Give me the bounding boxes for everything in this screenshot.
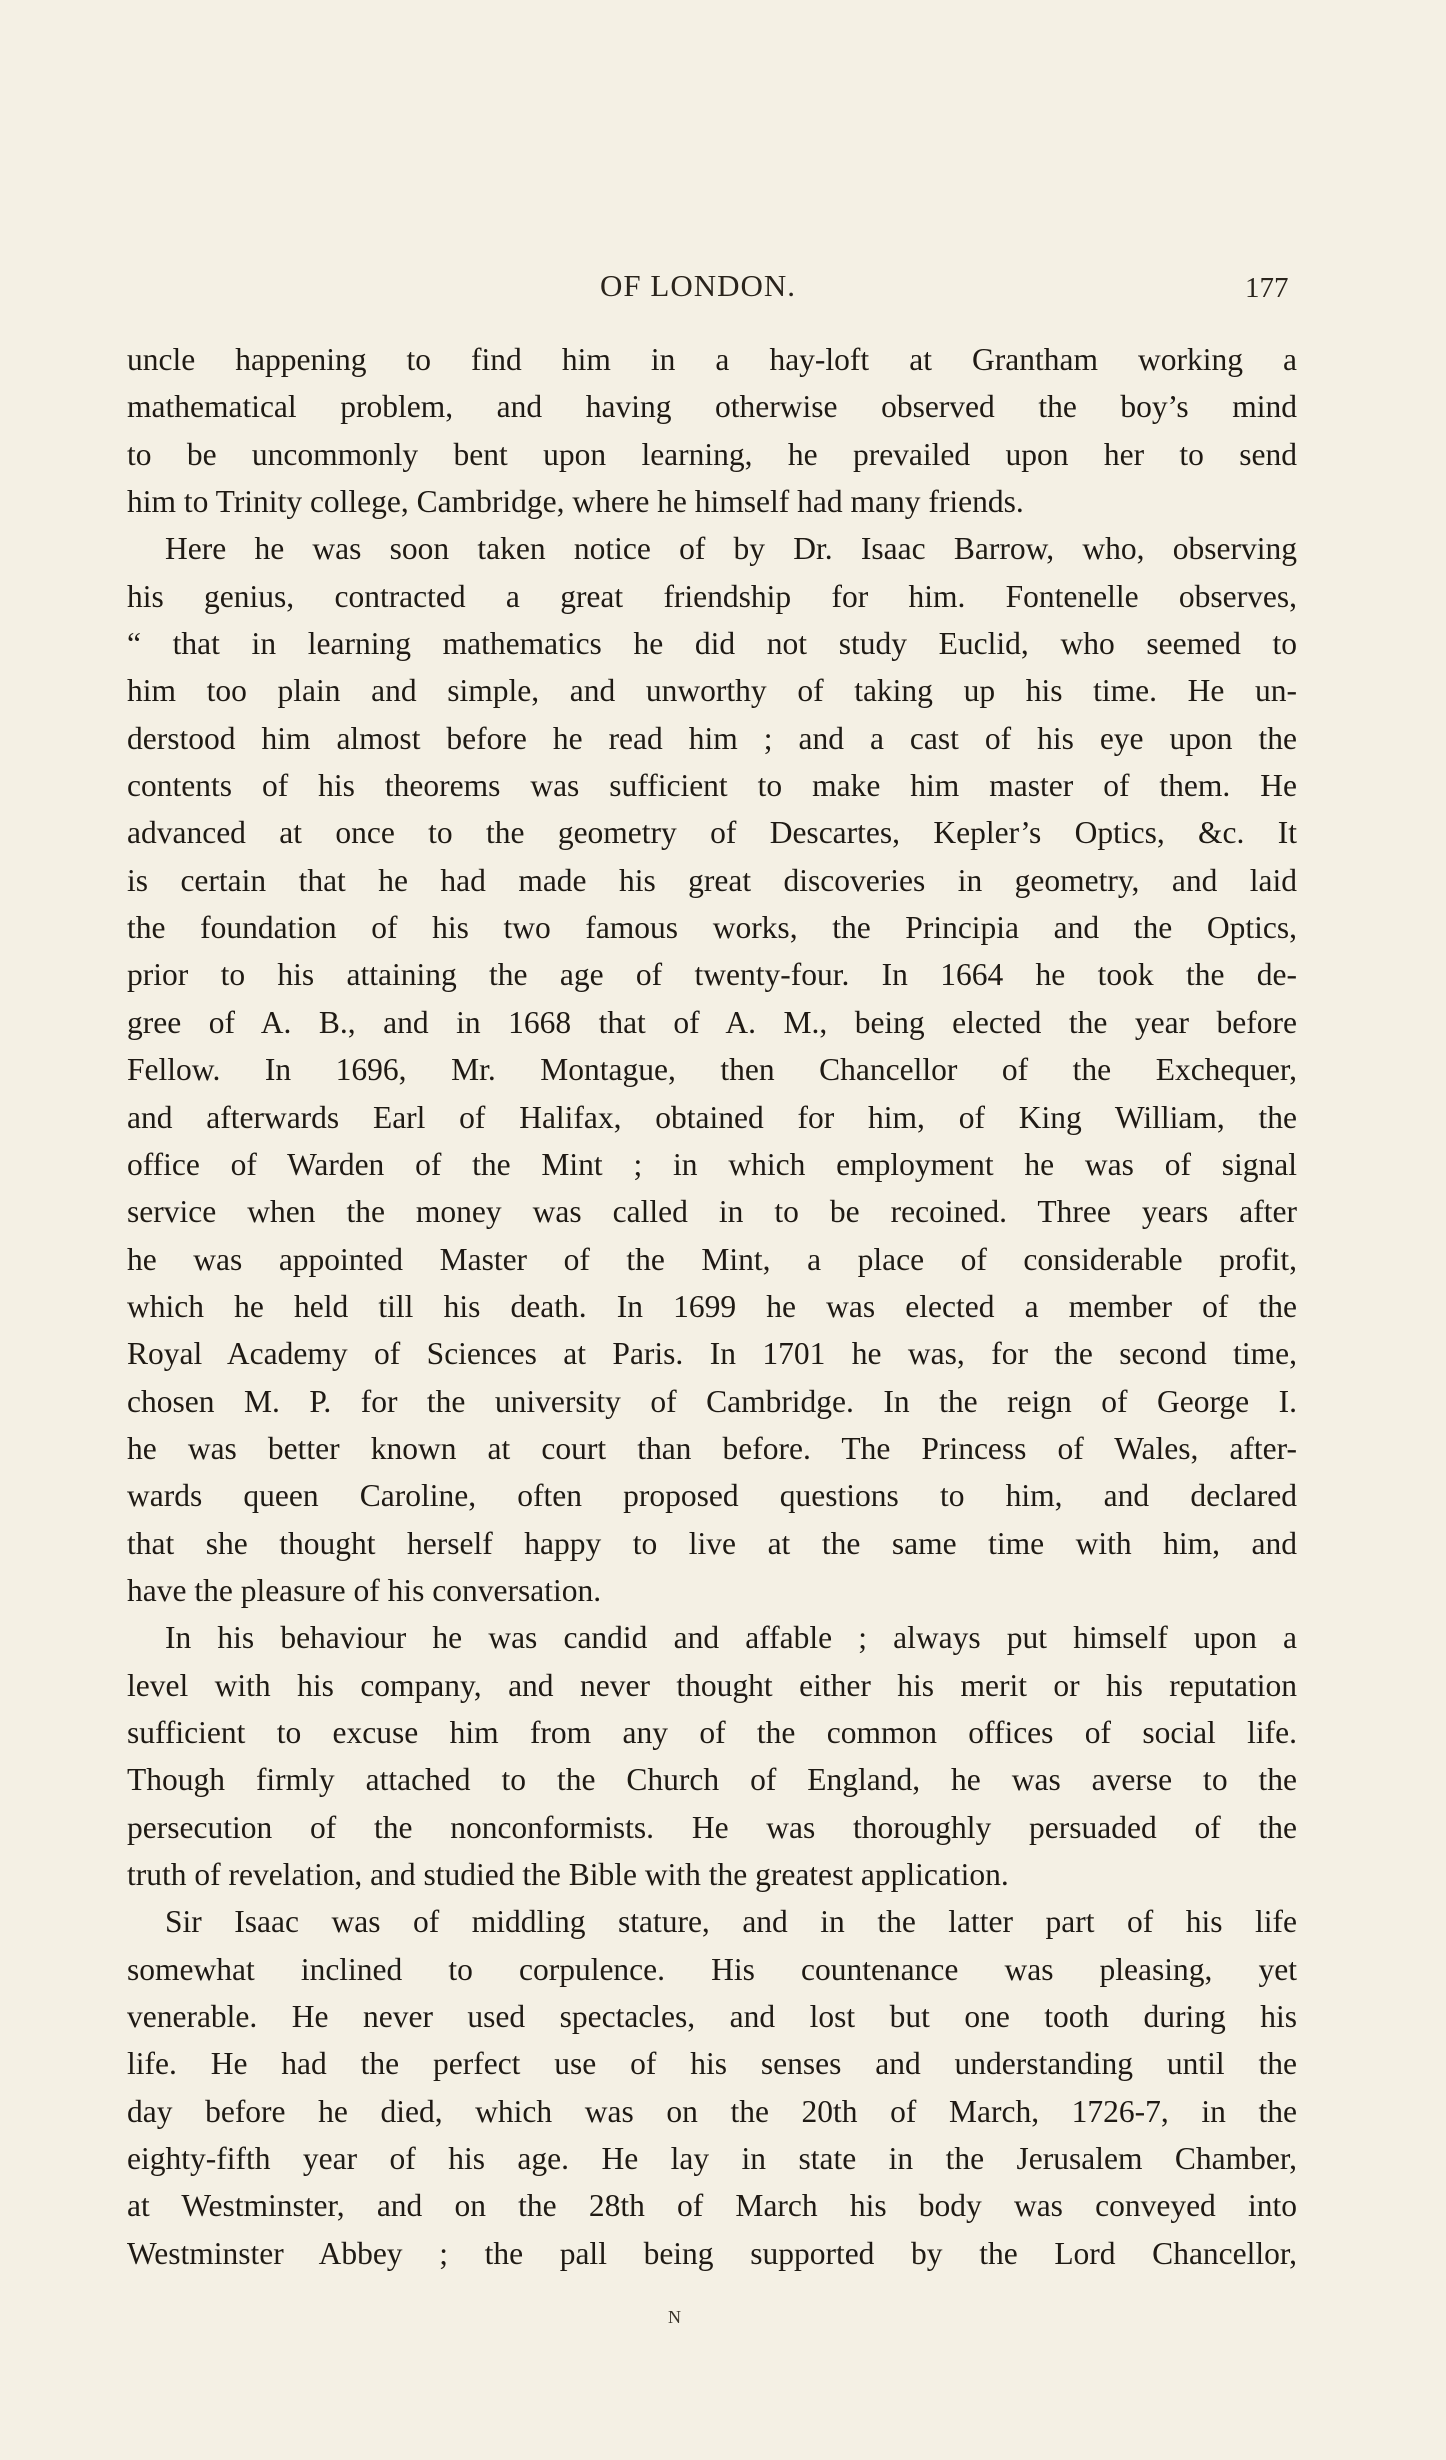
text-line: him to Trinity college, Cambridge, where he himself had many friends. <box>127 484 1024 520</box>
text-line: office of Warden of the Mint ; in which employment he was of signal <box>127 1146 1297 1182</box>
text-line: chosen M. P. for the university of Cambridge. In the reign of George I. <box>127 1383 1297 1419</box>
text-line: In his behaviour he was candid and affable ; always put himself upon a <box>165 1620 1297 1656</box>
text-line: that she thought herself happy to live at the same time with him, and <box>127 1525 1297 1561</box>
text-line: and afterwards Earl of Halifax, obtained for him, of King William, the <box>127 1099 1297 1135</box>
text-line: derstood him almost before he read him ; and a cast of his eye upon the <box>127 720 1297 756</box>
text-line: Westminster Abbey ; the pall being supported by the Lord Chancellor, <box>127 2235 1297 2271</box>
text-line: persecution of the nonconformists. He was thoroughly persuaded of the <box>127 1809 1297 1845</box>
text-line: uncle happening to find him in a hay-loft at Grantham working a <box>127 342 1297 377</box>
text-line: day before he died, which was on the 20th of March, 1726-7, in the <box>127 2093 1297 2129</box>
text-line: contents of his theorems was sufficient to make him master of them. He <box>127 768 1297 804</box>
text-line: which he held till his death. In 1699 he was elected a member of the <box>127 1288 1297 1324</box>
text-line: Here he was soon taken notice of by Dr. Isaac Barrow, who, observing <box>165 531 1297 567</box>
text-line: he was appointed Master of the Mint, a place of considerable profit, <box>127 1241 1297 1277</box>
text-line: at Westminster, and on the 28th of March his body was conveyed into <box>127 2188 1297 2224</box>
text-line: wards queen Caroline, often proposed questions to him, and declared <box>127 1478 1297 1514</box>
text-line: service when the money was called in to be recoined. Three years after <box>127 1194 1297 1230</box>
text-line: advanced at once to the geometry of Descartes, Kepler’s Optics, &c. It <box>127 815 1297 851</box>
text-line: have the pleasure of his conversation. <box>127 1572 602 1608</box>
text-line: he was better known at court than before. The Princess of Wales, after- <box>127 1430 1297 1466</box>
running-head <box>0 268 1446 308</box>
page-number: 177 <box>1245 272 1289 304</box>
text-line: eighty-fifth year of his age. He lay in state in the Jerusalem Chamber, <box>127 2141 1297 2177</box>
text-line: venerable. He never used spectacles, and lost but one tooth during his <box>127 1999 1297 2035</box>
text-line: to be uncommonly bent upon learning, he prevailed upon her to send <box>127 436 1297 472</box>
text-line: “ that in learning mathematics he did not study Euclid, who seemed to <box>127 626 1297 662</box>
text-line: somewhat inclined to corpulence. His countenance was pleasing, yet <box>127 1951 1297 1987</box>
text-line: him too plain and simple, and unworthy of taking up his time. He un- <box>127 673 1297 709</box>
text-line: Though firmly attached to the Church of England, he was averse to the <box>127 1762 1297 1798</box>
text-line: prior to his attaining the age of twenty-four. In 1664 he took the de- <box>127 957 1297 993</box>
text-line: the foundation of his two famous works, the Principia and the Optics, <box>127 910 1297 946</box>
text-line: his genius, contracted a great friendship for him. Fontenelle observes, <box>127 578 1297 614</box>
text-line: life. He had the perfect use of his senses and understanding until the <box>127 2046 1297 2082</box>
text-line: Fellow. In 1696, Mr. Montague, then Chancellor of the Exchequer, <box>127 1052 1297 1088</box>
text-line: is certain that he had made his great discoveries in geometry, and laid <box>127 862 1297 898</box>
text-line: Royal Academy of Sciences at Paris. In 1701 he was, for the second time, <box>127 1336 1297 1372</box>
text-line: sufficient to excuse him from any of the common offices of social life. <box>127 1714 1297 1750</box>
text-line: gree of A. B., and in 1668 that of A. M., being elected the year before <box>127 1004 1297 1040</box>
text-line: mathematical problem, and having otherwise observed the boy’s mind <box>127 389 1297 425</box>
text-line: level with his company, and never thought either his merit or his reputation <box>127 1667 1297 1703</box>
running-title: OF LONDON. <box>600 268 796 303</box>
body-text <box>127 336 1297 2277</box>
text-line: truth of revelation, and studied the Bible with the greatest application. <box>127 1857 1009 1892</box>
text-line: Sir Isaac was of middling stature, and in the latter part of his life <box>165 1904 1297 1940</box>
signature-mark: N <box>668 2307 681 2327</box>
